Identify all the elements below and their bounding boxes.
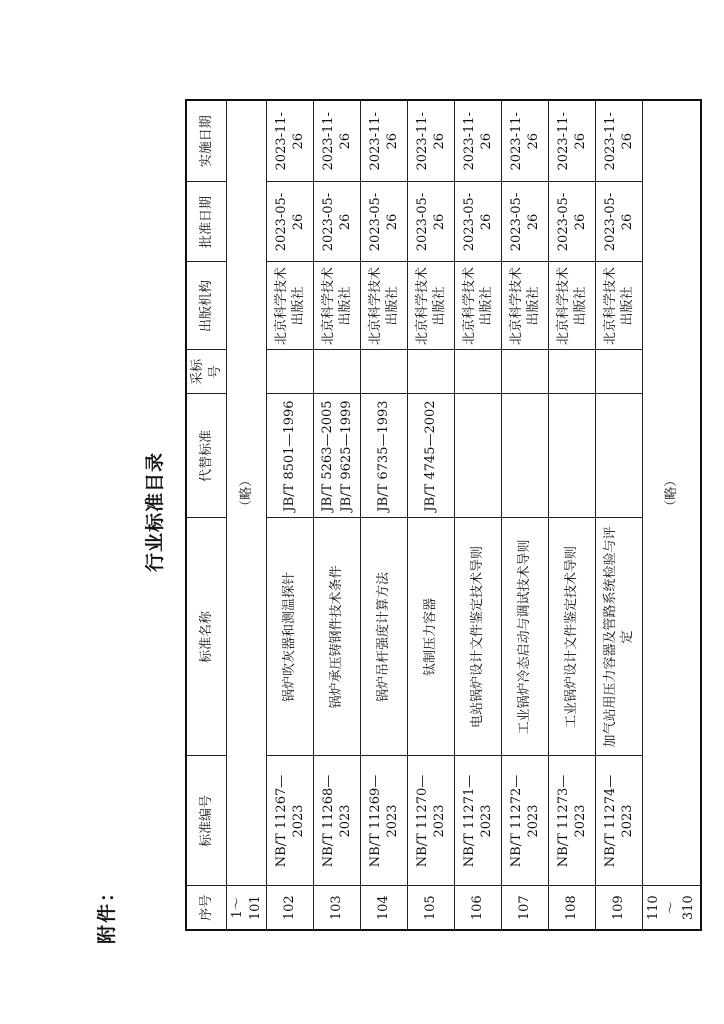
- table-row-omitted-first: [227, 100, 267, 930]
- cell-std-no: NB/T 11273—2023: [549, 756, 596, 886]
- table-row: [549, 100, 596, 930]
- cell-approval-date: 2023-05-26: [549, 182, 596, 262]
- header-std-name: 标准名称: [186, 518, 227, 756]
- cell-seq: 110～310: [643, 886, 701, 930]
- cell-replaced: [314, 394, 361, 518]
- cell-adopted: [314, 350, 361, 394]
- table-row: [361, 100, 408, 930]
- cell-seq: 107: [502, 886, 549, 930]
- cell-replaced: [596, 394, 643, 518]
- header-impl-date: 实施日期: [186, 100, 227, 182]
- cell-publisher: 北京科学技术出版社: [455, 262, 502, 350]
- header-publisher: 出版机构: [186, 262, 227, 350]
- table-row: [314, 100, 361, 930]
- cell-adopted: [455, 350, 502, 394]
- cell-std-name: 锅炉吊杆强度计算方法: [361, 518, 408, 756]
- cell-adopted: [596, 350, 643, 394]
- cell-impl-date: 2023-11-26: [314, 100, 361, 182]
- cell-publisher: 北京科学技术出版社: [267, 262, 314, 350]
- replaced-standard: JB/T 8501—1996: [282, 400, 298, 512]
- cell-seq: 106: [455, 886, 502, 930]
- cell-std-no: NB/T 11269—2023: [361, 756, 408, 886]
- cell-std-no: NB/T 11270—2023: [408, 756, 455, 886]
- cell-std-no: NB/T 11274—2023: [596, 756, 643, 886]
- cell-impl-date: 2023-11-26: [502, 100, 549, 182]
- standards-table: [185, 99, 702, 931]
- cell-std-name: 锅炉承压铸钢件技术条件: [314, 518, 361, 756]
- cell-replaced: [267, 394, 314, 518]
- cell-impl-date: 2023-11-26: [455, 100, 502, 182]
- cell-std-no: NB/T 11271—2023: [455, 756, 502, 886]
- attachment-label: 附件：: [96, 880, 118, 944]
- cell-seq: 102: [267, 886, 314, 930]
- cell-approval-date: 2023-05-26: [408, 182, 455, 262]
- cell-adopted: [361, 350, 408, 394]
- cell-approval-date: 2023-05-26: [502, 182, 549, 262]
- table-row: [455, 100, 502, 930]
- cell-omitted-note: （略）: [643, 100, 701, 886]
- cell-seq: 1～101: [227, 886, 267, 930]
- cell-replaced: [455, 394, 502, 518]
- cell-replaced: [549, 394, 596, 518]
- cell-std-no: NB/T 11267—2023: [267, 756, 314, 886]
- cell-publisher: 北京科学技术出版社: [408, 262, 455, 350]
- cell-std-name: 工业锅炉设计文件鉴定技术导则: [549, 518, 596, 756]
- cell-approval-date: 2023-05-26: [596, 182, 643, 262]
- replaced-standard: JB/T 9625—1999: [339, 400, 355, 512]
- cell-publisher: 北京科学技术出版社: [549, 262, 596, 350]
- cell-approval-date: 2023-05-26: [361, 182, 408, 262]
- header-approval-date: 批准日期: [186, 182, 227, 262]
- cell-std-name: 电站锅炉设计文件鉴定技术导则: [455, 518, 502, 756]
- cell-publisher: 北京科学技术出版社: [502, 262, 549, 350]
- cell-publisher: 北京科学技术出版社: [361, 262, 408, 350]
- cell-seq: 104: [361, 886, 408, 930]
- cell-replaced: [361, 394, 408, 518]
- header-std-no: 标准编号: [186, 756, 227, 886]
- cell-seq: 109: [596, 886, 643, 930]
- cell-impl-date: 2023-11-26: [267, 100, 314, 182]
- cell-replaced: [502, 394, 549, 518]
- table-header-row: [186, 100, 227, 930]
- cell-omitted-note: （略）: [227, 100, 267, 886]
- cell-adopted: [549, 350, 596, 394]
- table-row: [502, 100, 549, 930]
- header-replaced: 代替标准: [186, 394, 227, 518]
- cell-std-no: NB/T 11272—2023: [502, 756, 549, 886]
- cell-replaced: [408, 394, 455, 518]
- cell-std-name: 钛制压力容器: [408, 518, 455, 756]
- cell-publisher: 北京科学技术出版社: [596, 262, 643, 350]
- cell-seq: 103: [314, 886, 361, 930]
- header-seq: 序号: [186, 886, 227, 930]
- header-adopted: 采标号: [186, 350, 227, 394]
- cell-adopted: [408, 350, 455, 394]
- cell-publisher: 北京科学技术出版社: [314, 262, 361, 350]
- cell-std-no: NB/T 11268—2023: [314, 756, 361, 886]
- cell-approval-date: 2023-05-26: [455, 182, 502, 262]
- cell-impl-date: 2023-11-26: [408, 100, 455, 182]
- table-row: [408, 100, 455, 930]
- replaced-standard: JB/T 5263—2005: [319, 400, 335, 512]
- cell-impl-date: 2023-11-26: [549, 100, 596, 182]
- document-title: 行业标准目录: [144, 452, 166, 573]
- cell-approval-date: 2023-05-26: [267, 182, 314, 262]
- cell-std-name: 加气站用压力容器及管路系统检验与评定: [596, 518, 643, 756]
- cell-impl-date: 2023-11-26: [596, 100, 643, 182]
- table-row: [267, 100, 314, 930]
- cell-std-name: 锅炉吹灰器和测温探针: [267, 518, 314, 756]
- cell-approval-date: 2023-05-26: [314, 182, 361, 262]
- cell-std-name: 工业锅炉冷态启动与调试技术导则: [502, 518, 549, 756]
- replaced-standard: JB/T 4745—2002: [423, 400, 439, 512]
- cell-adopted: [267, 350, 314, 394]
- cell-seq: 108: [549, 886, 596, 930]
- cell-impl-date: 2023-11-26: [361, 100, 408, 182]
- replaced-standard: JB/T 6735—1993: [376, 400, 392, 512]
- cell-adopted: [502, 350, 549, 394]
- table-row: [596, 100, 643, 930]
- table-row-omitted-last: [643, 100, 701, 930]
- cell-seq: 105: [408, 886, 455, 930]
